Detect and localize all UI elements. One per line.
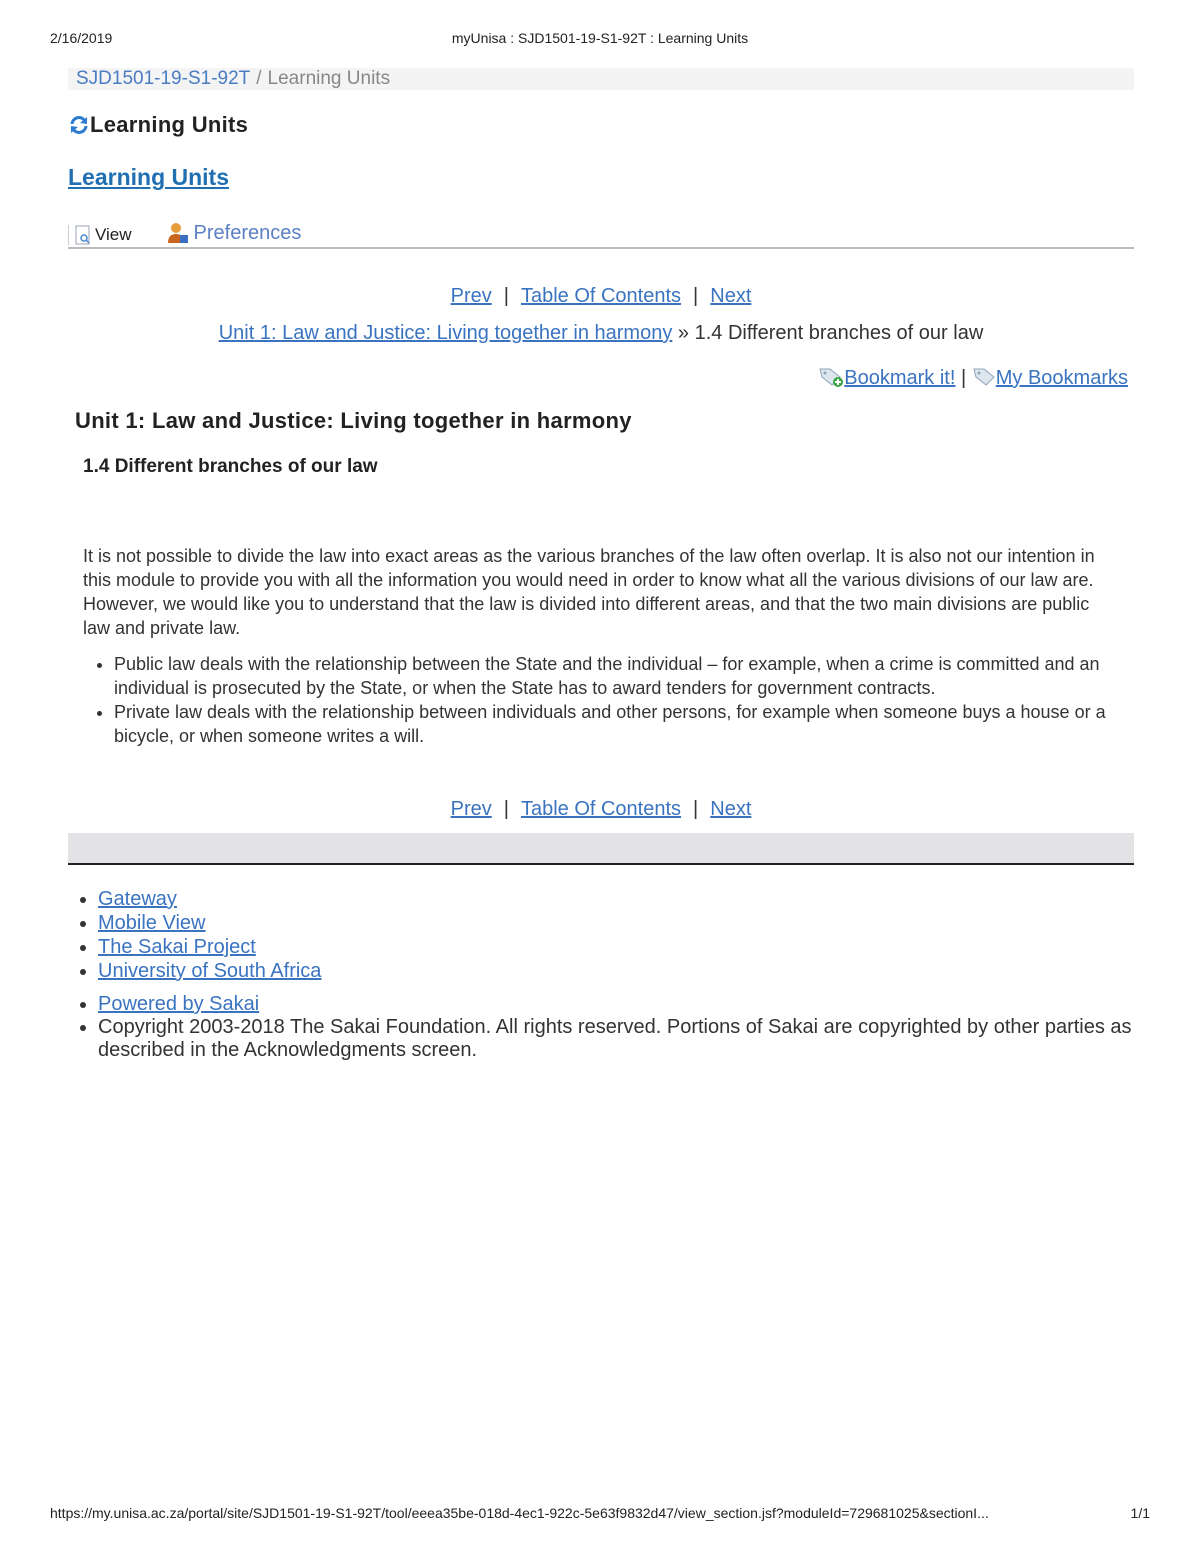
footer-link-item bbox=[98, 911, 1134, 935]
bookmark-it-link[interactable]: Bookmark it! bbox=[844, 367, 956, 389]
breadcrumb-separator: / bbox=[256, 68, 262, 89]
footer-link-item bbox=[98, 959, 1134, 983]
unit-breadcrumb-separator: » bbox=[677, 322, 690, 344]
nav-separator: | bbox=[503, 798, 509, 820]
document-view-icon bbox=[75, 225, 91, 245]
unit-title: Unit 1: Law and Justice: Living together in harmony bbox=[75, 408, 632, 433]
preferences-label: Preferences bbox=[193, 221, 302, 244]
prev-link[interactable]: Prev bbox=[450, 798, 492, 820]
list-item: • Public law deals with the relationship between the State and the individual – for example, when a crime is committed and an individual is prosecuted by the State, or when the State has to award tenders for government contracts. bbox=[114, 652, 1118, 700]
toolbar-divider bbox=[68, 225, 69, 245]
print-page-number: 1/1 bbox=[1130, 1505, 1150, 1521]
unisa-link[interactable]: University of South Africa bbox=[98, 960, 322, 982]
tool-link-heading bbox=[68, 164, 1134, 191]
reset-icon[interactable] bbox=[68, 114, 90, 136]
unit-breadcrumb-current: 1.4 Different branches of our law bbox=[694, 322, 984, 344]
table-of-contents-link[interactable]: Table Of Contents bbox=[520, 798, 682, 820]
prev-link[interactable]: Prev bbox=[450, 285, 492, 307]
list-item: • Private law deals with the relationship between individuals and other persons, for example when someone buys a house or a bicycle, or when someone writes a will. bbox=[114, 700, 1118, 748]
bookmark-separator: | bbox=[960, 367, 967, 389]
top-navigation bbox=[68, 285, 1134, 308]
footer-credit-item bbox=[98, 993, 1134, 1016]
preferences-button[interactable] bbox=[166, 221, 302, 245]
footer-divider-bar bbox=[68, 833, 1134, 865]
view-button[interactable] bbox=[75, 225, 132, 245]
breadcrumb bbox=[68, 68, 1134, 90]
gateway-link[interactable]: Gateway bbox=[98, 888, 177, 910]
footer-credits bbox=[68, 993, 1134, 1062]
section-body bbox=[68, 544, 1134, 748]
nav-separator: | bbox=[693, 798, 699, 820]
body-paragraph: It is not possible to divide the law into exact areas as the various branches of the law often overlap. It is also not our intention in this module to provide you with all the information you would need in order to know what all the various divisions of our law are. However, we would like you to understand that the law is divided into different areas, and that the two main divisions are public law and private law. bbox=[83, 546, 1095, 638]
next-link[interactable]: Next bbox=[710, 798, 752, 820]
tool-title bbox=[68, 112, 1134, 138]
view-label: View bbox=[95, 225, 132, 244]
bottom-navigation bbox=[68, 798, 1134, 821]
user-preferences-icon bbox=[166, 221, 190, 245]
footer-link-item bbox=[98, 887, 1134, 911]
unit-link[interactable]: Unit 1: Law and Justice: Living together in harmony bbox=[218, 322, 673, 344]
toolbar bbox=[68, 217, 1134, 249]
my-bookmarks-link[interactable]: My Bookmarks bbox=[995, 367, 1128, 389]
add-bookmark-icon bbox=[818, 365, 844, 387]
breadcrumb-site-link[interactable]: SJD1501-19-S1-92T bbox=[76, 68, 251, 89]
main-content bbox=[68, 68, 1134, 1062]
nav-separator: | bbox=[503, 285, 509, 307]
table-of-contents-link[interactable]: Table Of Contents bbox=[520, 285, 682, 307]
unit-breadcrumb bbox=[68, 322, 1134, 345]
powered-by-sakai-link[interactable]: Powered by Sakai bbox=[98, 993, 260, 1015]
body-bullet-list bbox=[83, 652, 1118, 748]
next-link[interactable]: Next bbox=[710, 285, 752, 307]
sakai-project-link[interactable]: The Sakai Project bbox=[98, 936, 256, 958]
print-date: 2/16/2019 bbox=[50, 30, 113, 46]
print-header bbox=[50, 30, 1150, 50]
mobile-view-link[interactable]: Mobile View bbox=[98, 912, 206, 934]
footer-links bbox=[68, 887, 1134, 983]
print-page-title: myUnisa : SJD1501-19-S1-92T : Learning Units bbox=[451, 30, 749, 46]
learning-units-link[interactable]: Learning Units bbox=[68, 164, 230, 190]
tool-title-text: Learning Units bbox=[90, 112, 249, 137]
print-url: https://my.unisa.ac.za/portal/site/SJD1501-19-S1-92T/tool/eeea35be-018d-4ec1-922c-5e63f9832d47/view_section.jsf?moduleId=729681025&sectionI... bbox=[50, 1505, 989, 1521]
nav-separator: | bbox=[693, 285, 699, 307]
bookmarks-icon bbox=[972, 365, 996, 387]
section-title: 1.4 Different branches of our law bbox=[83, 456, 378, 477]
breadcrumb-current: Learning Units bbox=[267, 68, 391, 89]
footer-link-item bbox=[98, 935, 1134, 959]
print-footer bbox=[50, 1505, 1150, 1525]
copyright-text: • Copyright 2003-2018 The Sakai Foundation. All rights reserved. Portions of Sakai are copyrighted by other parties as described in the Acknowledgments screen. bbox=[98, 1016, 1134, 1062]
bookmark-row bbox=[68, 365, 1134, 390]
